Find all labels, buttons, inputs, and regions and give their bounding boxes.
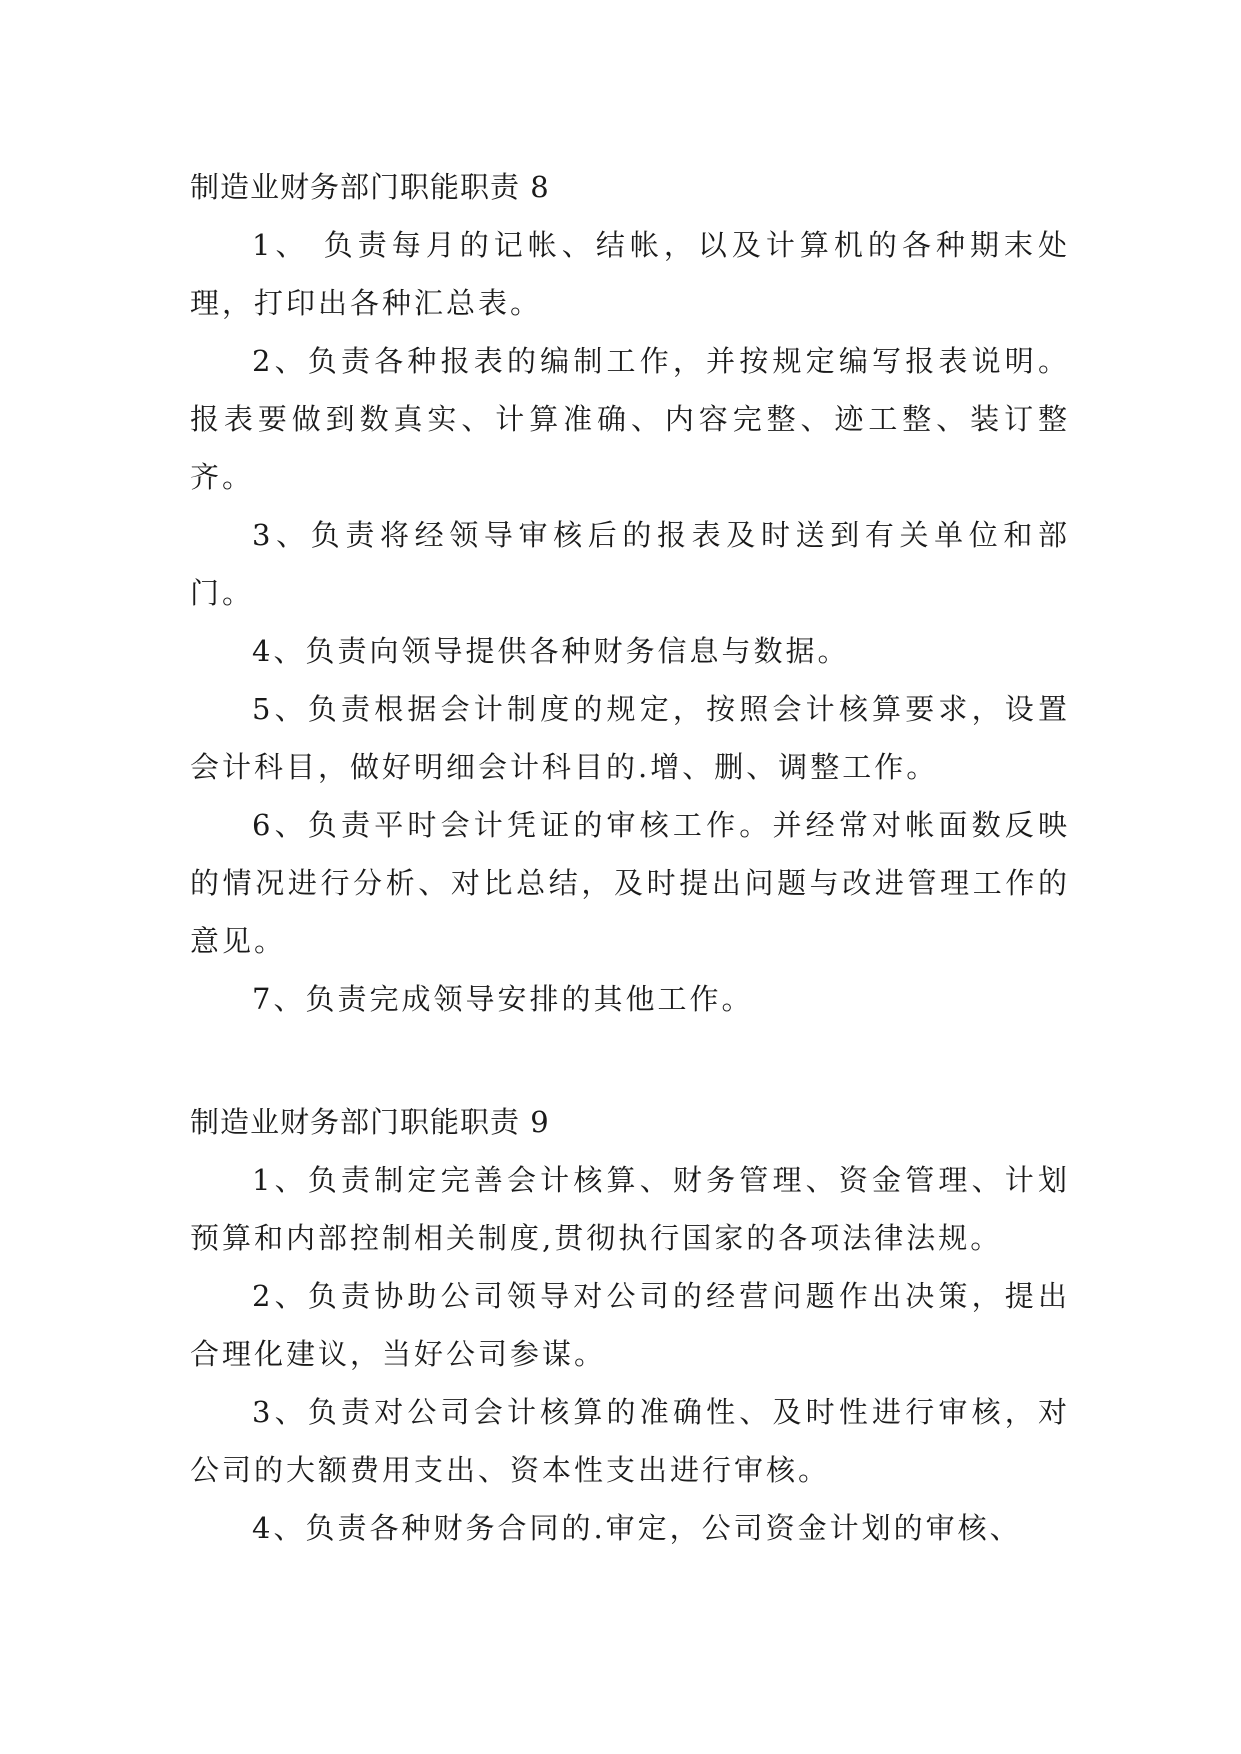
- section-heading: 制造业财务部门职能职责 8: [190, 170, 550, 204]
- paragraph: 3、负责对公司会计核算的准确性、及时性进行审核，对公司的大额费用支出、资本性支出进行审核。: [190, 1395, 1070, 1487]
- paragraph: 5、负责根据会计制度的规定，按照会计核算要求，设置会计科目，做好明细会计科目的.增、删、调整工作。: [190, 692, 1070, 784]
- paragraph: 6、负责平时会计凭证的审核工作。并经常对帐面数反映的情况进行分析、对比总结，及时提出问题与改进管理工作的意见。: [190, 808, 1070, 958]
- section-8: [190, 158, 1070, 1028]
- paragraph: 7、负责完成领导安排的其他工作。: [252, 982, 754, 1016]
- paragraph: 1、 负责每月的记帐、结帐，以及计算机的各种期末处理，打印出各种汇总表。: [190, 228, 1070, 320]
- paragraph: 4、负责各种财务合同的.审定，公司资金计划的审核、: [252, 1511, 1022, 1545]
- paragraph: 2、负责各种报表的编制工作，并按规定编写报表说明。报表要做到数真实、计算准确、内容完整、迹工整、装订整齐。: [190, 344, 1070, 494]
- section-9: [190, 1093, 1070, 1557]
- section-heading: 制造业财务部门职能职责 9: [190, 1105, 550, 1139]
- paragraph: 1、负责制定完善会计核算、财务管理、资金管理、计划预算和内部控制相关制度,贯彻执行国家的各项法律法规。: [190, 1163, 1070, 1255]
- paragraph: 3、负责将经领导审核后的报表及时送到有关单位和部门。: [190, 518, 1070, 610]
- paragraph: 4、负责向领导提供各种财务信息与数据。: [252, 634, 850, 668]
- paragraph: 2、负责协助公司领导对公司的经营问题作出决策，提出合理化建议，当好公司参谋。: [190, 1279, 1070, 1371]
